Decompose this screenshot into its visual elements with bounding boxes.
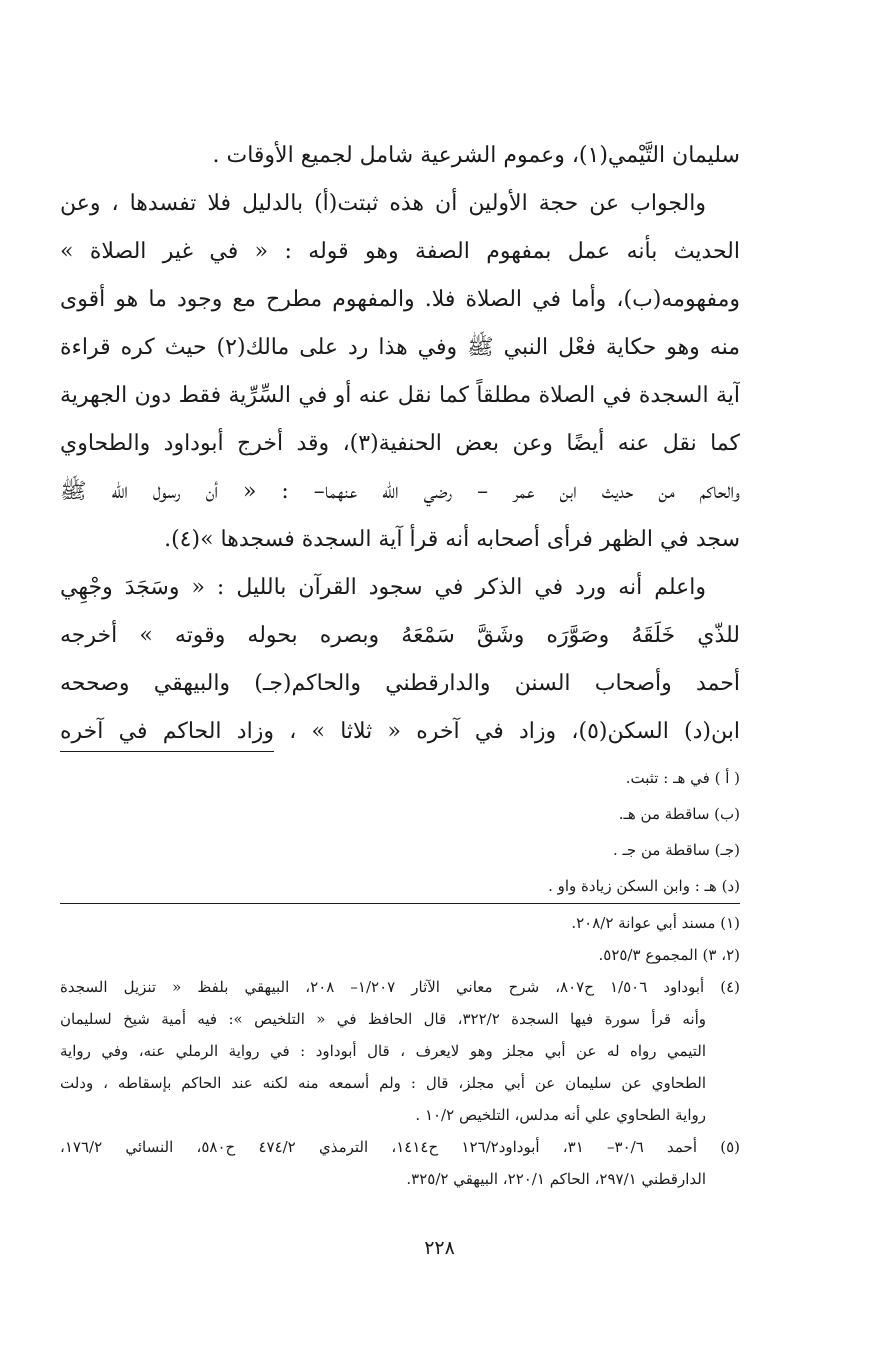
main-text-line: سليمان التَّيْمي(١)، وعموم الشرعية شامل لجميع الأوقات . bbox=[212, 143, 740, 168]
variant-note: ( أ ) في هـ : تثبت. bbox=[625, 769, 740, 787]
footnote-line: الطحاوي عن سليمان عن أبي مجلز، قال : ولم أسمعه منه لكنه عند الحاكم بإسقاطه ، ودلت bbox=[60, 1074, 706, 1092]
main-text-line: الحديث بأنه عمل بمفهوم الصفة وهو قوله : « في غير الصلاة » bbox=[60, 239, 740, 264]
main-text-line: منه وهو حكاية فعْل النبي ﷺ وفي هذا رد على مالك(٢) حيث كره قراءة bbox=[60, 335, 740, 360]
footnote-line: الدارقطني ٢٩٧/١، الحاكم ٢٢٠/١، البيهقي ٣٢٥/٢. bbox=[406, 1170, 706, 1188]
footnote-line: (١) مسند أبي عوانة ٢٠٨/٢. bbox=[571, 914, 740, 932]
footnote-line: وأنه قرأ سورة فيها السجدة ٣٢٢/٢، قال الحافظ في « التلخيص »: فيه أمية شيخ لسليمان bbox=[60, 1010, 706, 1028]
main-text-line: للذّي خَلَقَهُ وصَوَّرَه وشَقَّ سَمْعَهُ وبصره بحوله وقوته » أخرجه bbox=[60, 623, 740, 648]
footnote-separator bbox=[60, 751, 274, 752]
manuscript-variant-notes bbox=[60, 760, 740, 904]
page-number: ٢٢٨ bbox=[424, 1237, 455, 1259]
footnote-line: (٢، ٣) المجموع ٥٢٥/٣. bbox=[598, 946, 740, 964]
main-text-line: والجواب عن حجة الأولين أن هذه ثبتت(أ) بالدليل فلا تفسدها ، وعن bbox=[60, 191, 706, 216]
variant-note: (د) هـ : وابن السكن زيادة واو . bbox=[548, 877, 740, 895]
main-text-line: واعلم أنه ورد في الذكر في سجود القرآن بالليل : « وسَجَدَ وجْهِي bbox=[60, 575, 706, 600]
main-text-line: سجد في الظهر فرأى أصحابه أنه قرأ آية السجدة فسجدها »(٤). bbox=[164, 527, 740, 552]
main-text-line: والحاكم من حديث ابن عمر – رضي الله عنهما– : « أن رسول الله ﷺ bbox=[60, 479, 740, 504]
footnote-line: (٥) أحمد ٣٠/٦– ٣١، أبوداود١٢٦/٢ ح١٤١٤، الترمذي ٤٧٤/٢ ح٥٨٠، النسائي ١٧٦/٢، bbox=[60, 1138, 740, 1156]
main-text-line: أحمد وأصحاب السنن والدارقطني والحاكم(جـ) والبيهقي وصححه bbox=[60, 671, 740, 696]
footnote-divider bbox=[60, 903, 740, 904]
variant-note: (جـ) ساقطة من جـ . bbox=[613, 841, 740, 859]
main-text-line: آية السجدة في الصلاة مطلقاً كما نقل عنه أو في السِّرِّية فقط دون الجهرية bbox=[60, 383, 740, 408]
main-text-line: ابن(د) السكن(٥)، وزاد في آخره « ثلاثا » ، وزاد الحاكم في آخره bbox=[60, 719, 740, 744]
main-text-line: كما نقل عنه أيضًا وعن بعض الحنفية(٣)، وقد أخرج أبوداود والطحاوي bbox=[60, 431, 740, 456]
variant-note: (ب) ساقطة من هـ. bbox=[618, 805, 740, 823]
footnote-line: التيمي رواه له عن أبي مجلز وهو لايعرف ، قال أبوداود : في رواية الرملي عنه، وفي رواية bbox=[60, 1042, 706, 1060]
footnote-line: (٤) أبوداود ١/٥٠٦ ح٨٠٧، شرح معاني الآثار ١/٢٠٧– ٢٠٨، البيهقي بلفظ « تنزيل السجدة bbox=[60, 978, 740, 996]
main-text-line: ومفهومه(ب)، وأما في الصلاة فلا. والمفهوم مطرح مع وجود ما هو أقوى bbox=[60, 287, 740, 312]
footnote-line: رواية الطحاوي علي أنه مدلس، التلخيص ١٠/٢ . bbox=[415, 1106, 706, 1124]
main-text-block bbox=[60, 132, 740, 756]
reference-footnotes bbox=[60, 907, 740, 1195]
